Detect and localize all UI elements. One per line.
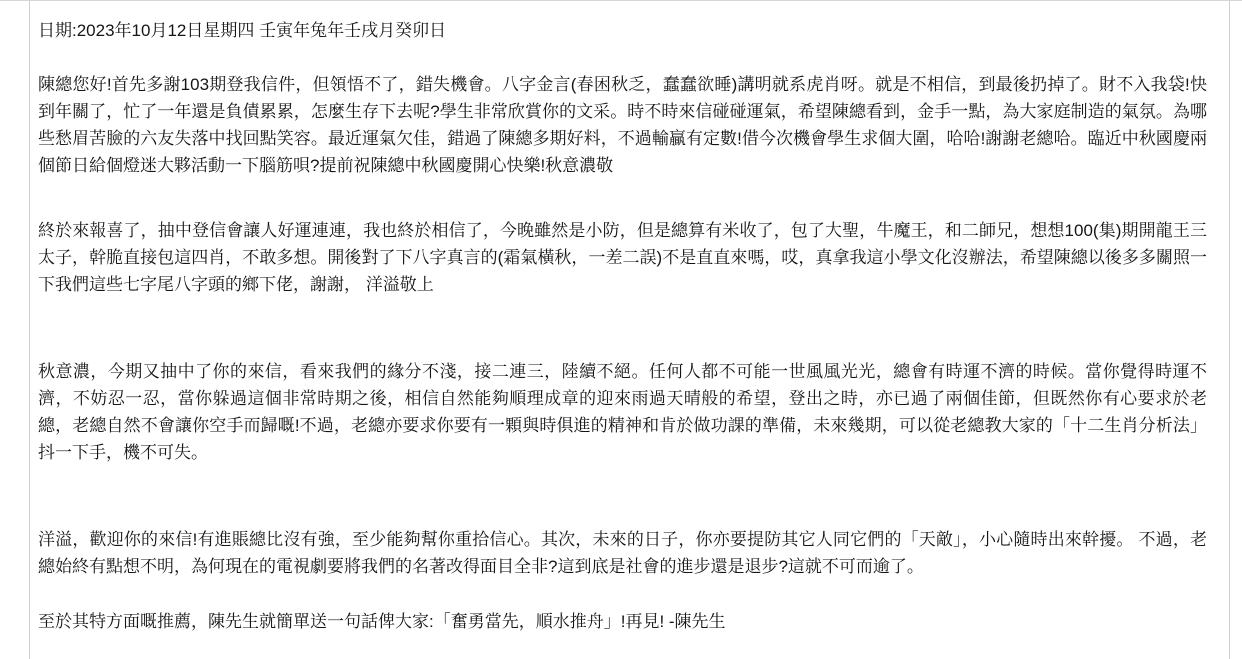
letter-paragraph-2: 終於來報喜了，抽中登信會讓人好運連連，我也終於相信了，今晚雖然是小防，但是總算有米收了，包了大聖，牛魔王，和二師兄，想想100(集)期開龍王三太子，幹脆直接包這四肖，不敢多想。開後對了下八字真言的(霜氣橫秋，一差二誤)不是直直來嗎，哎，真拿我這小學文化沒辦法，希望陳總以後多多關照一下我們這些七字尾八字頭的鄉下佬，謝謝， 洋溢敬上 [38, 221, 1207, 294]
letter-content [30, 1, 1229, 635]
letter-paragraph-3: 秋意濃，今期又抽中了你的來信，看來我們的緣分不淺，接二連三，陸續不絕。任何人都不可能一世風風光光，總會有時運不濟的時候。當你覺得時運不濟，不妨忍一忍，當你躲過這個非常時期之後，相信自然能夠順理成章的迎來雨過天晴般的希望，登出之時，亦已過了兩個佳節，但既然你有心要求於老總，老總自然不會讓你空手而歸嘅!不過，老總亦要求你要有一顆與時俱進的精神和肯於做功課的準備，未來幾期，可以從老總教大家的「十二生肖分析法」抖一下手，機不可失。 [38, 362, 1207, 462]
date-line: 日期:2023年10月12日星期四 壬寅年兔年壬戌月癸卯日 [38, 21, 447, 40]
letter-paragraph-1: 陳總您好!首先多謝103期登我信件，但領悟不了，錯失機會。八字金言(春困秋乏，蠢蠢欲睡)講明就系虎肖呀。就是不相信，到最後扔掉了。財不入我袋!快到年關了，忙了一年還是負債累累，怎麼生存下去呢?學生非常欣賞你的文采。時不時來信碰碰運氣，希望陳總看到，金手一點，為大家庭制造的氣氛。為哪些愁眉苦臉的六友失落中找回點笑容。最近運氣欠佳，錯過了陳總多期好料，不過輸贏有定數!借今次機會學生求個大圍，哈哈!謝謝老總哈。臨近中秋國慶兩個節日給個燈迷大夥活動一下腦筋唄?提前祝陳總中秋國慶開心快樂!秋意濃敬 [38, 75, 1207, 175]
letter-paragraph-5: 至於其特方面嘅推薦，陳先生就簡單送一句話俾大家:「奮勇當先，順水推舟」!再見! -陳先生 [38, 612, 726, 631]
letter-paragraph-4: 洋溢，歡迎你的來信!有進賬總比沒有強，至少能夠幫你重拾信心。其次，未來的日子，你亦要提防其它人同它們的「天敵」，小心隨時出來幹擾。 不過，老總始終有點想不明，為何現在的電視劇要將我們的名著改得面目全非?這到底是社會的進步還是退步?這就不可而逾了。 [38, 530, 1207, 576]
letter-table-cell [29, 1, 1230, 659]
